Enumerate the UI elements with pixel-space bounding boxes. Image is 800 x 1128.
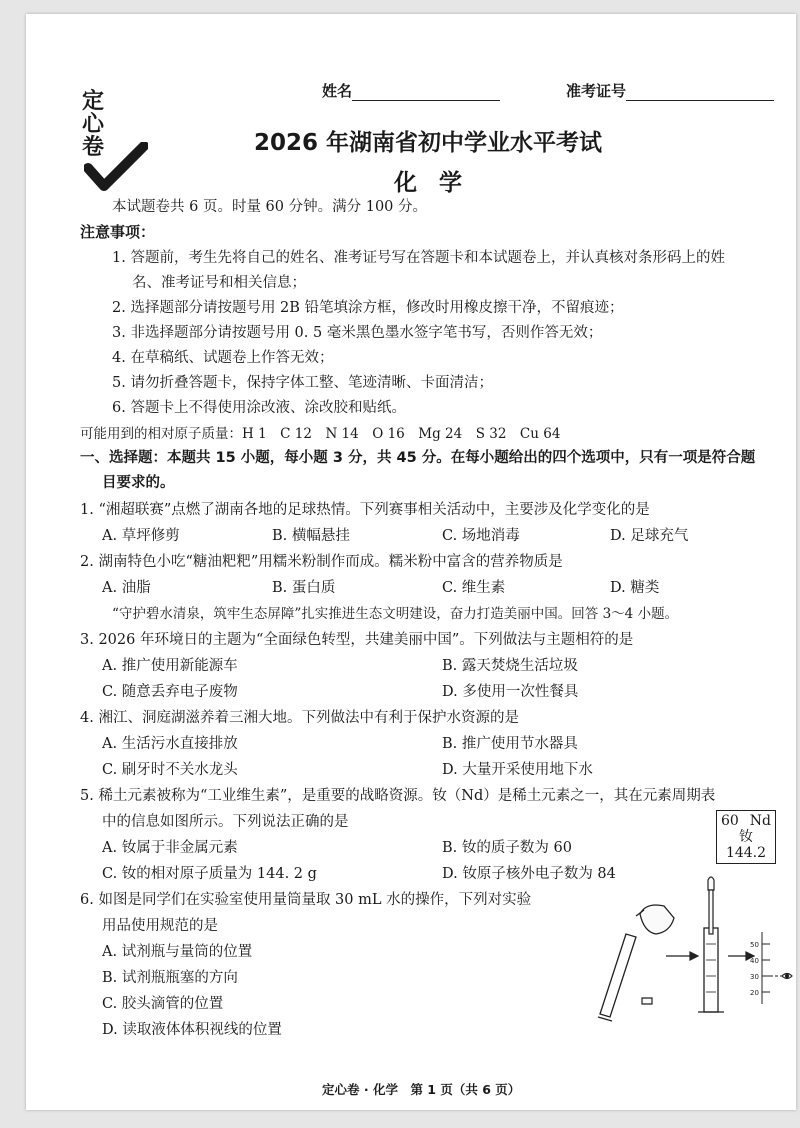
cylinder-figure [586,874,796,1024]
q3-option-a: A. 推广使用新能源车 [102,658,238,674]
note-item: 5. 请勿折叠答题卡，保持字体工整、笔迹清晰、卡面清洁； [112,375,493,391]
atomic-mass: 144.2 [725,845,767,861]
exam-title: 2026 年湖南省初中学业水平考试 [254,130,603,156]
note-item: 1. 答题前，考生先将自己的姓名、准考证号写在答题卡和本试题卷上，并认真核对条形码上的姓 [112,250,725,266]
stamp-logo: 定 心 卷 [82,89,105,160]
q3-option-b: B. 露天焚烧生活垃圾 [442,658,578,674]
q5-option-b: B. 钕的质子数为 60 [442,840,572,856]
q4-option-a: A. 生活污水直接排放 [102,736,238,752]
q6-option-a: A. 试剂瓶与量筒的位置 [102,944,253,960]
q5-option-c: C. 钕的相对原子质量为 144. 2 g [102,866,317,882]
question-1-stem: 1. “湘超联赛”点燃了湖南各地的足球热情。下列赛事相关活动中，主要涉及化学变化的是 [80,502,650,518]
page-footer: 定心卷 · 化学 第 1 页（共 6 页） [322,1082,521,1097]
exam-info: 本试题卷共 6 页。时量 60 分钟。满分 100 分。 [112,199,428,215]
q2-option-d: D. 糖类 [610,580,660,596]
passage-3-4: “守护碧水清泉，筑牢生态屏障”扎实推进生态文明建设，奋力打造美丽中国。回答 3～4 小题。 [112,606,679,622]
exam-id-blank [626,100,774,101]
section-heading: 一、选择题：本题共 15 小题，每小题 3 分，共 45 分。在每小题给出的四个选项中，只有一项是符合题 [80,450,756,466]
name-field [322,80,500,101]
q1-option-b: B. 横幅悬挂 [272,528,350,544]
question-5-stem: 5. 稀土元素被称为“工业维生素”，是重要的战略资源。钕（Nd）是稀土元素之一，其在元素周期表 [80,788,716,804]
exam-id-field [566,80,774,101]
reagent-bottle [636,905,674,934]
q4-option-d: D. 大量开采使用地下水 [442,762,593,778]
q6-option-b: B. 试剂瓶瓶塞的方向 [102,970,238,986]
atomic-number: 60 [721,813,739,829]
arrow-icon [666,952,698,960]
q4-option-b: B. 推广使用节水器具 [442,736,578,752]
note-item: 2. 选择题部分请按题号用 2B 铅笔填涂方框，修改时用橡皮擦干净，不留痕迹； [112,300,624,316]
note-item: 6. 答题卡上不得使用涂改液、涂改胶和贴纸。 [112,400,406,416]
element-name: 钕 [739,829,753,845]
q4-option-c: C. 刷牙时不关水龙头 [102,762,238,778]
tick-label: 20 [750,989,759,997]
eye-icon [782,974,792,979]
q6-option-d: D. 读取液体体积视线的位置 [102,1022,282,1038]
exam-page [26,14,796,1110]
q5-option-d: D. 钕原子核外电子数为 84 [442,866,616,882]
name-label: 姓名 [322,82,353,100]
question-2-stem: 2. 湖南特色小吃“糖油粑粑”用糯米粉制作而成。糯米粉中富含的营养物质是 [80,554,563,570]
q1-option-a: A. 草坪修剪 [102,528,180,544]
question-4-stem: 4. 湘江、洞庭湖滋养着三湘大地。下列做法中有利于保护水资源的是 [80,710,519,726]
notes-heading: 注意事项： [80,223,156,241]
graduated-cylinder-tilted [598,934,636,1021]
question-6-stem-cont: 用品使用规范的是 [102,918,218,934]
question-5-stem-cont: 中的信息如图所示。下列说法正确的是 [102,814,349,830]
element-symbol: Nd [749,813,771,829]
name-blank [352,100,500,101]
note-item: 名、准考证号和相关信息； [132,275,306,291]
q5-option-a: A. 钕属于非金属元素 [102,840,238,856]
tick-label: 50 [750,941,759,949]
atomic-masses: 可能用到的相对原子质量：H 1 C 12 N 14 O 16 Mg 24 S 32 Cu 64 [80,426,561,442]
section-heading-cont: 目要求的。 [102,475,175,491]
dropper [708,877,714,934]
tick-label: 40 [750,957,759,965]
q3-option-c: C. 随意丢弃电子废物 [102,684,238,700]
q1-option-d: D. 足球充气 [610,528,689,544]
cylinder-scale [762,932,790,1004]
element-card-nd [716,810,776,864]
q1-option-c: C. 场地消毒 [442,528,520,544]
subject-title: 化学 [394,170,484,196]
bottle-stopper [642,998,652,1004]
q2-option-c: C. 维生素 [442,580,506,596]
graduated-cylinder-upright [698,928,724,1012]
tick-label: 30 [750,973,759,981]
checkmark-icon [84,142,148,194]
q2-option-a: A. 油脂 [102,580,151,596]
q3-option-d: D. 多使用一次性餐具 [442,684,579,700]
question-3-stem: 3. 2026 年环境日的主题为“全面绿色转型，共建美丽中国”。下列做法与主题相符的是 [80,632,634,648]
note-item: 4. 在草稿纸、试题卷上作答无效； [112,350,334,366]
q2-option-b: B. 蛋白质 [272,580,336,596]
question-6-stem: 6. 如图是同学们在实验室使用量筒量取 30 mL 水的操作，下列对实验 [80,892,532,908]
q6-option-c: C. 胶头滴管的位置 [102,996,224,1012]
exam-id-label: 准考证号 [566,82,627,100]
note-item: 3. 非选择题部分请按题号用 0. 5 毫米黑色墨水签字笔书写，否则作答无效； [112,325,603,341]
